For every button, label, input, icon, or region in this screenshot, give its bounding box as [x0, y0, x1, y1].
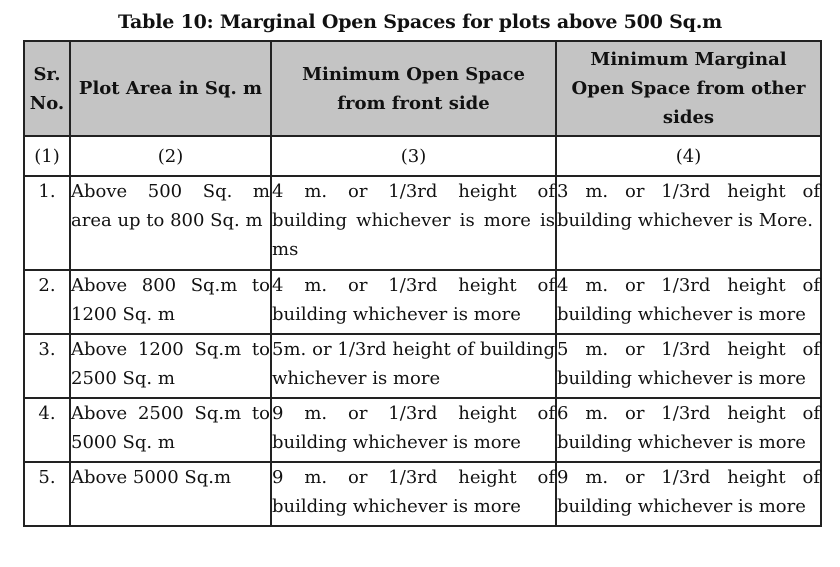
column-number: (1)	[24, 136, 70, 176]
plot-area-cell: Above 500 Sq. m area up to 800 Sq. m	[70, 176, 271, 270]
front-space-cell: 5m. or 1/3rd height of building whichever is more	[271, 334, 556, 398]
column-number: (2)	[70, 136, 271, 176]
front-space-cell: 4 m. or 1/3rd height of building whichever is more is ms	[271, 176, 556, 270]
sr-no-cell: 3.	[24, 334, 70, 398]
other-sides-cell: 5 m. or 1/3rd height of building whichever is more	[556, 334, 821, 398]
sr-no-cell: 2.	[24, 270, 70, 334]
sr-no-cell: 4.	[24, 398, 70, 462]
front-space-cell: 9 m. or 1/3rd height of building whichever is more	[271, 398, 556, 462]
plot-area-cell: Above 800 Sq.m to 1200 Sq. m	[70, 270, 271, 334]
other-sides-cell: 9 m. or 1/3rd height of building whichever is more	[556, 462, 821, 526]
plot-area-cell: Above 1200 Sq.m to 2500 Sq. m	[70, 334, 271, 398]
sr-no-cell: 1.	[24, 176, 70, 270]
table-row	[24, 334, 821, 398]
table-row	[24, 270, 821, 334]
table-row	[24, 398, 821, 462]
column-number-row	[24, 136, 821, 176]
header-row	[24, 41, 821, 136]
sr-no-cell: 5.	[24, 462, 70, 526]
table-row	[24, 176, 821, 270]
marginal-open-spaces-table	[23, 40, 822, 527]
table-title: Table 10: Marginal Open Spaces for plots above 500 Sq.m	[117, 11, 723, 33]
other-sides-cell: 3 m. or 1/3rd height of building whichever is More.	[556, 176, 821, 270]
plot-area-cell: Above 5000 Sq.m	[70, 462, 271, 526]
column-number: (4)	[556, 136, 821, 176]
table-row	[24, 462, 821, 526]
header-other-sides-space: Minimum Marginal Open Space from other sides	[556, 41, 821, 136]
front-space-cell: 4 m. or 1/3rd height of building whichever is more	[271, 270, 556, 334]
front-space-cell: 9 m. or 1/3rd height of building whichever is more	[271, 462, 556, 526]
column-number: (3)	[271, 136, 556, 176]
other-sides-cell: 4 m. or 1/3rd height of building whichever is more	[556, 270, 821, 334]
plot-area-cell: Above 2500 Sq.m to 5000 Sq. m	[70, 398, 271, 462]
other-sides-cell: 6 m. or 1/3rd height of building whichever is more	[556, 398, 821, 462]
header-front-space: Minimum Open Space from front side	[271, 41, 556, 136]
header-sr-no: Sr. No.	[24, 41, 70, 136]
header-plot-area: Plot Area in Sq. m	[70, 41, 271, 136]
